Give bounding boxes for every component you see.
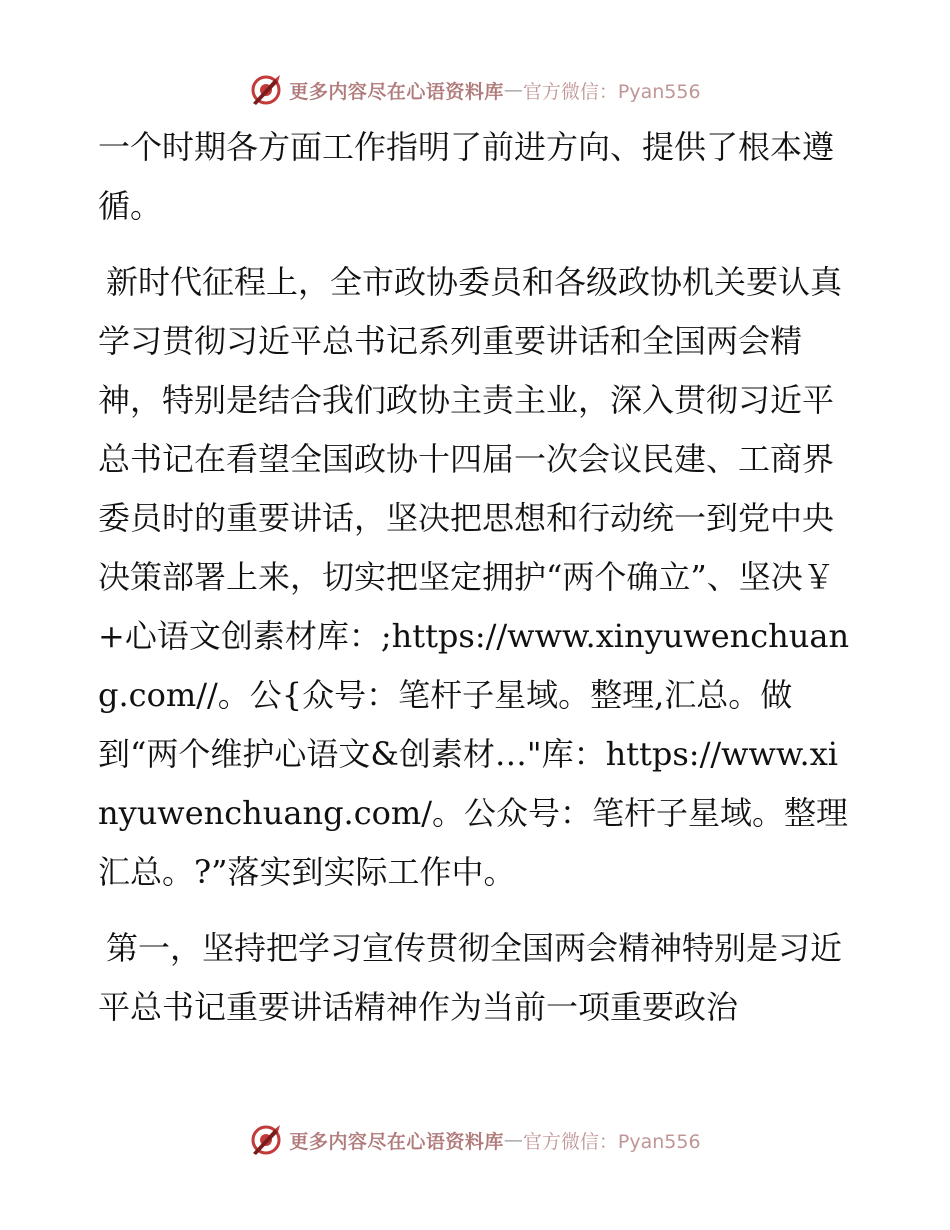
document-body — [98, 118, 858, 1037]
banner-title: 更多内容尽在心语资料库 — [289, 80, 504, 103]
banner-title: 更多内容尽在心语资料库 — [289, 1130, 504, 1153]
quill-pen-logo-icon — [249, 1123, 283, 1157]
banner-wechat: 官方微信：Pyan556 — [522, 1130, 701, 1153]
banner-dash: — — [503, 1129, 523, 1151]
paragraph-2: 新时代征程上，全市政协委员和各级政协机关要认真学习贯彻习近平总书记系列重要讲话和全国两会精神，特别是结合我们政协主责主业，深入贯彻习近平总书记在看望全国政协十四届一次会议民建、工商界委员时的重要讲话，坚决把思想和行动统一到党中央决策部署上来，切实把坚定拥护“两个确立”、坚决￥+心语文创素材库：;https://www.xinyuwenchuang.com//。公{众号：笔杆子星域。整理,汇总。做到“两个维护心语文&创素材…"库：https://www.xinyuwenchuang.com/。公众号：笔杆子星域。整理汇总。?”落实到实际工作中。 — [98, 263, 850, 891]
banner-wechat: 官方微信：Pyan556 — [522, 80, 701, 103]
footer-banner — [0, 1120, 950, 1160]
paragraph-1: 一个时期各方面工作指明了前进方向、提供了根本遵循。 — [98, 128, 835, 225]
banner-dash: — — [503, 79, 523, 101]
paragraph-3: 第一，坚持把学习宣传贯彻全国两会精神特别是习近平总书记重要讲话精神作为当前一项重要政治 — [98, 929, 843, 1026]
header-banner — [0, 70, 950, 110]
quill-pen-logo-icon — [249, 73, 283, 107]
